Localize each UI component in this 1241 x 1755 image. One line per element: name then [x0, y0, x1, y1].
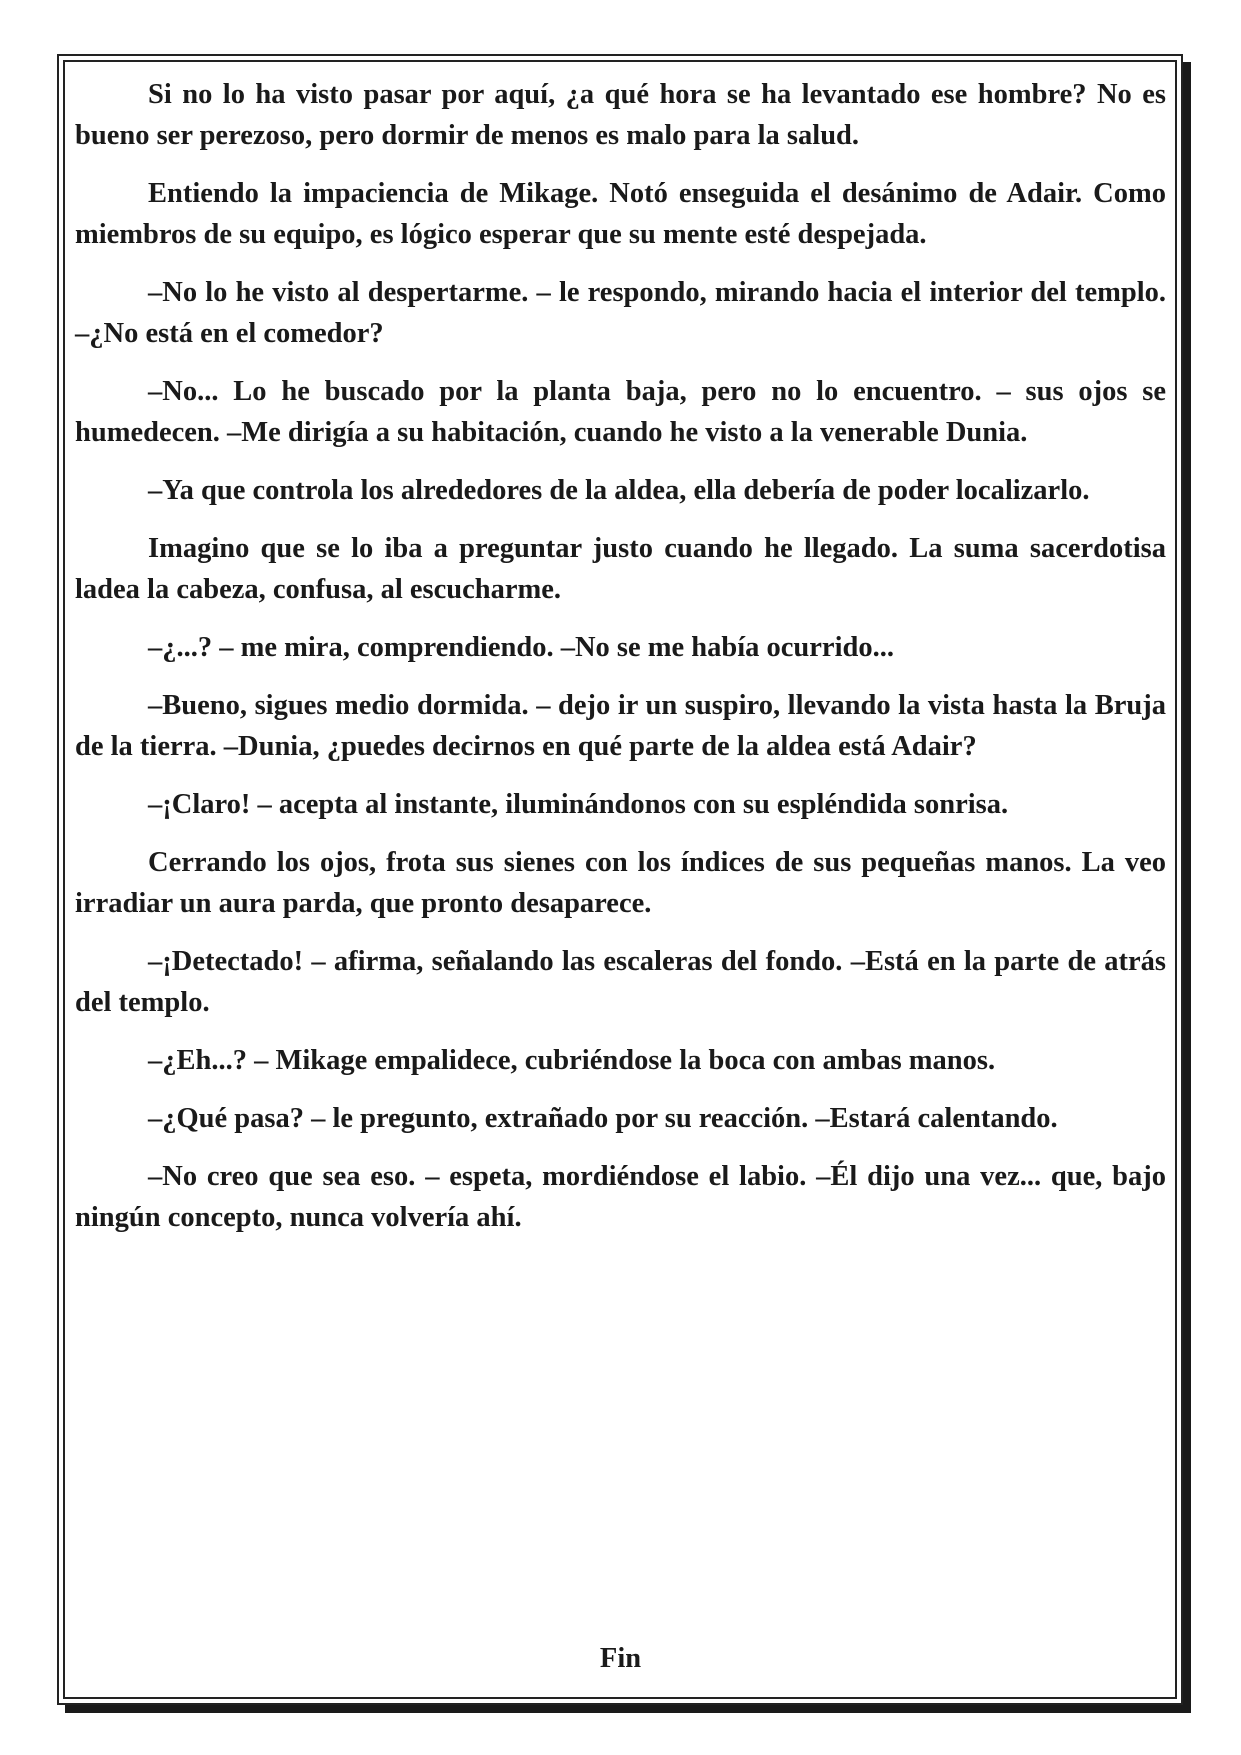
paragraph: –¿Eh...? – Mikage empalidece, cubriéndose la boca con ambas manos. [148, 1045, 996, 1076]
paragraph: –No... Lo he buscado por la planta baja, pero no lo encuentro. – sus ojos se humedecen. –Me dirigía a su habitación, cuando he visto a la venerable Dunia. [75, 376, 1166, 448]
paragraph: Cerrando los ojos, frota sus sienes con los índices de sus pequeñas manos. La veo irradiar un aura parda, que pronto desaparece. [75, 847, 1166, 919]
paragraph: –¿Qué pasa? – le pregunto, extrañado por su reacción. –Estará calentando. [148, 1103, 1058, 1134]
end-mark: Fin [599, 1643, 642, 1674]
paragraph: –¿...? – me mira, comprendiendo. –No se me había ocurrido... [148, 632, 894, 663]
paragraph: –Ya que controla los alrededores de la aldea, ella debería de poder localizarlo. [148, 475, 1090, 506]
story-text [75, 74, 1166, 1255]
paragraph: –No creo que sea eso. – espeta, mordiéndose el labio. –Él dijo una vez... que, bajo ningún concepto, nunca volvería ahí. [75, 1161, 1166, 1233]
paragraph: Entiendo la impaciencia de Mikage. Notó enseguida el desánimo de Adair. Como miembros de su equipo, es lógico esperar que su mente esté despejada. [75, 178, 1166, 250]
paragraph: Si no lo ha visto pasar por aquí, ¿a qué hora se ha levantado ese hombre? No es bueno ser perezoso, pero dormir de menos es malo para la salud. [75, 79, 1166, 151]
paragraph: –No lo he visto al despertarme. – le respondo, mirando hacia el interior del templo. –¿No está en el comedor? [75, 277, 1166, 349]
paragraph: –¡Claro! – acepta al instante, iluminándonos con su espléndida sonrisa. [148, 789, 1009, 820]
paragraph: Imagino que se lo iba a preguntar justo cuando he llegado. La suma sacerdotisa ladea la cabeza, confusa, al escucharme. [75, 533, 1166, 605]
paragraph: –¡Detectado! – afirma, señalando las escaleras del fondo. –Está en la parte de atrás del templo. [75, 946, 1166, 1018]
paragraph: –Bueno, sigues medio dormida. – dejo ir un suspiro, llevando la vista hasta la Bruja de la tierra. –Dunia, ¿puedes decirnos en qué parte de la aldea está Adair? [75, 690, 1166, 762]
